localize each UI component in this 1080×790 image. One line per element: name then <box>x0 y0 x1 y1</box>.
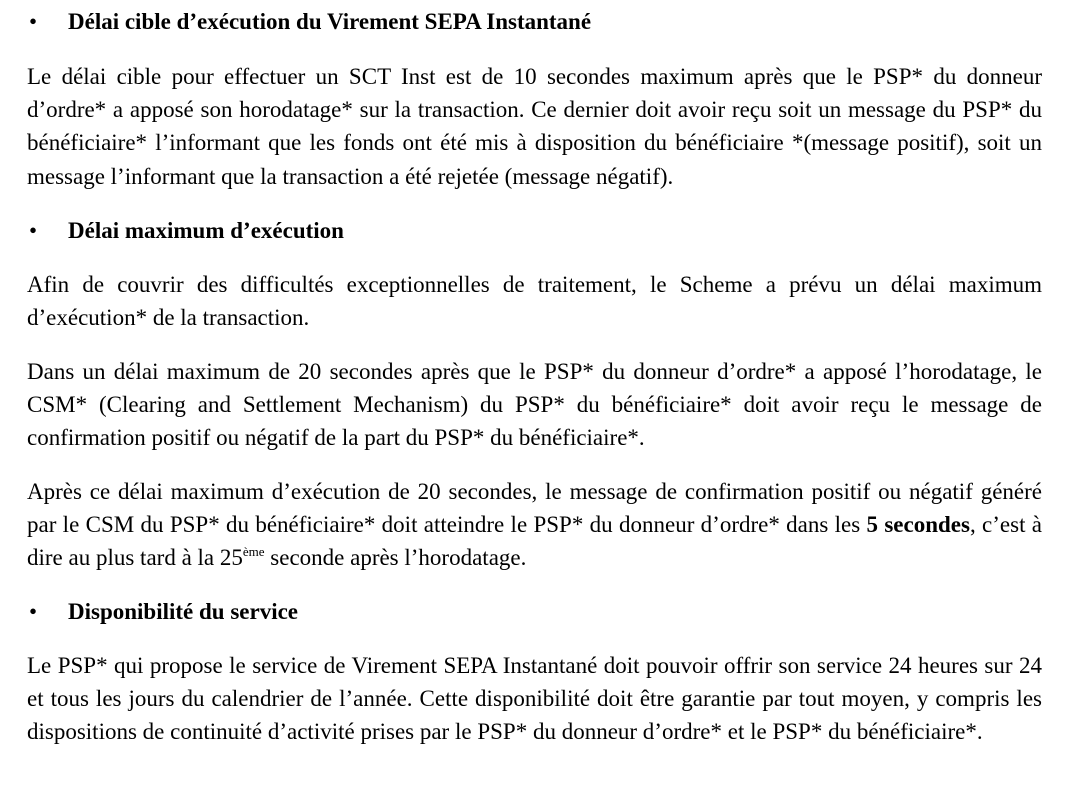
text-middle: , c’est à dire au plus tard à la 25 <box>27 512 1042 571</box>
heading-text: Délai cible d’exécution du Virement SEPA Instantané <box>68 9 592 34</box>
text-before: Après ce délai maximum d’exécution de 20 secondes, le message de confirmation positif ou négatif généré par le CSM du PSP* du bénéficiaire* doit atteindre le PSP* du donneur d’ordre* dans les <box>27 479 1042 538</box>
superscript-eme: ème <box>242 544 265 560</box>
heading-text: Disponibilité du service <box>68 599 299 624</box>
paragraph-20-seconds: Dans un délai maximum de 20 secondes après que le PSP* du donneur d’ordre* a apposé l’horodatage, le CSM* (Clearing and Settlement Mechanism) du PSP* du bénéficiaire* doit avoir reçu le message de confirmation positif ou négatif de la part du PSP* du bénéficiaire*. <box>27 359 1042 451</box>
heading-text: Délai maximum d’exécution <box>68 218 344 243</box>
bold-5-seconds: 5 secondes <box>866 512 970 538</box>
paragraph-exceptional-difficulties: Afin de couvrir des difficultés exceptionnelles de traitement, le Scheme a prévu un délai maximum d’exécution* de la transaction. <box>27 272 1042 331</box>
bullet-icon: • <box>29 9 38 34</box>
section-heading-availability <box>27 597 298 627</box>
section-heading-max-delay <box>27 216 344 246</box>
text-after: seconde après l’horodatage. <box>264 545 527 571</box>
paragraph-target-delay: Le délai cible pour effectuer un SCT Inst est de 10 secondes maximum après que le PSP* du donneur d’ordre* a apposé son horodatage* sur la transaction. Ce dernier doit avoir reçu soit un message du PSP* du bénéficiaire* l’informant que les fonds ont été mis à disposition du bénéficiaire *(message positif), soit un message l’informant que la transaction a été rejetée (message négatif). <box>27 64 1042 189</box>
bullet-icon: • <box>29 218 38 243</box>
bullet-icon: • <box>29 599 38 624</box>
paragraph-5-seconds <box>27 475 1042 575</box>
paragraph-availability: Le PSP* qui propose le service de Virement SEPA Instantané doit pouvoir offrir son service 24 heures sur 24 et tous les jours du calendrier de l’année. Cette disponibilité doit être garantie par tout moyen, y compris les dispositions de continuité d’activité prises par le PSP* du donneur d’ordre* et le PSP* du bénéficiaire*. <box>27 653 1042 745</box>
section-heading-target-delay <box>27 7 591 37</box>
